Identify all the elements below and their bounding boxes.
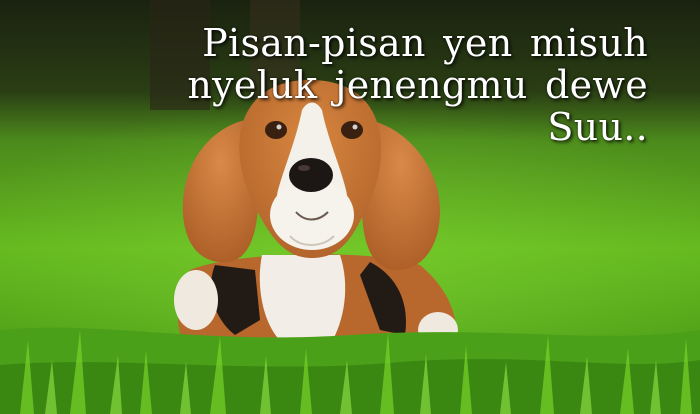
caption-line-3: Suu.. <box>547 105 648 149</box>
dog-nose-highlight <box>298 165 310 171</box>
dog-nose <box>289 158 333 192</box>
dog-left-paw <box>174 270 218 330</box>
foreground-grass <box>0 328 700 414</box>
caption-line-2: nyeluk jenengmu dewe <box>187 63 648 107</box>
meme-caption <box>187 22 648 148</box>
caption-line-1: Pisan-pisan yen misuh <box>202 21 648 65</box>
